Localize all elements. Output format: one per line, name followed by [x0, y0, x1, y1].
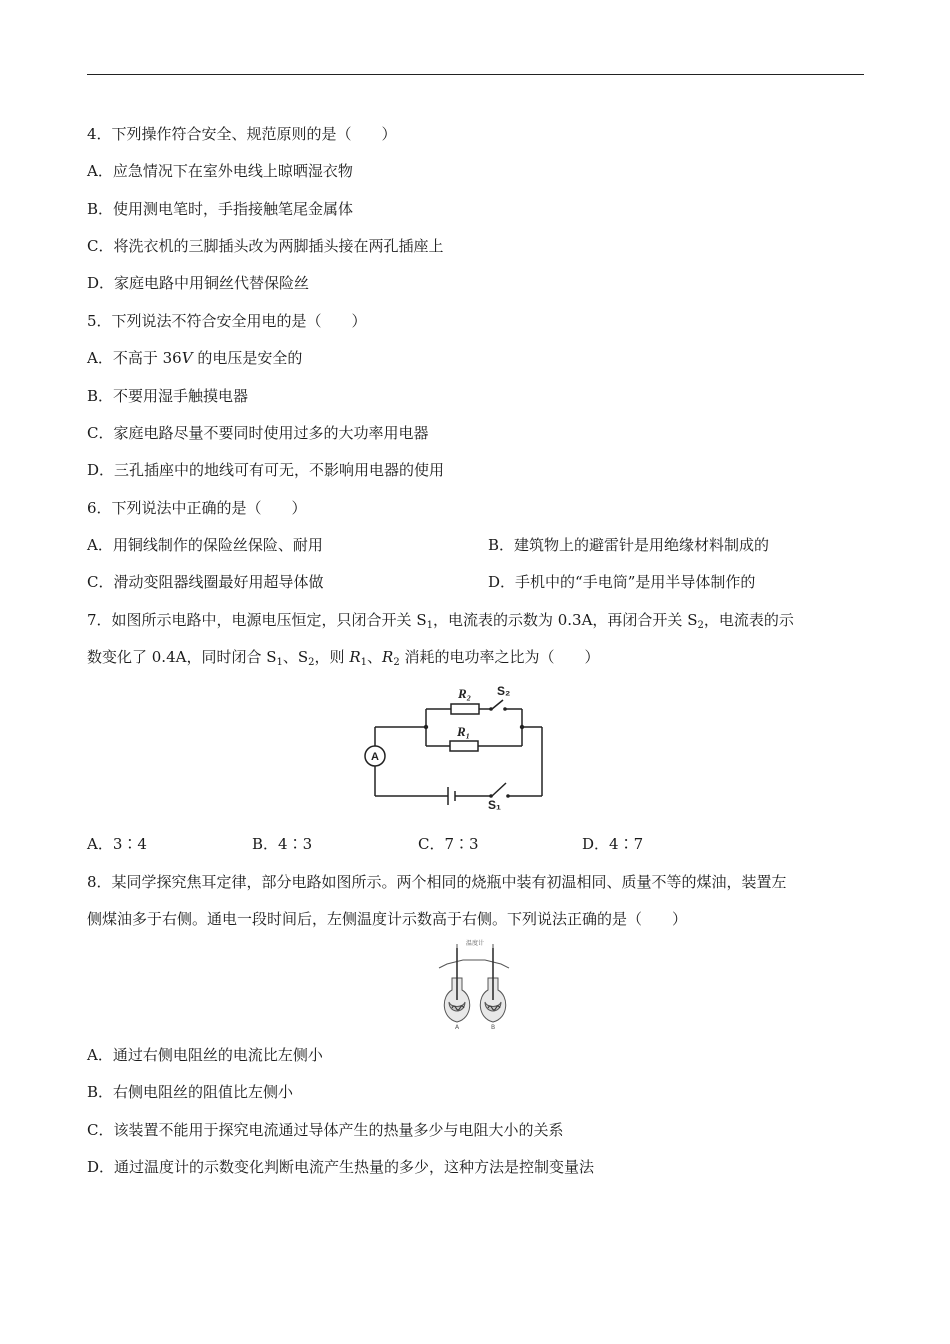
q6-option-c: C．滑动变阻器线圈最好用超导体做 — [87, 573, 324, 591]
q4-option-a: A．应急情况下在室外电线上晾晒湿衣物 — [87, 162, 353, 180]
q5-option-a: A．不高于 36V 的电压是安全的 — [87, 349, 303, 367]
q8-option-d: D．通过温度计的示数变化判断电流产生热量的多少，这种方法是控制变量法 — [87, 1158, 595, 1176]
circuit-diagram — [360, 682, 550, 810]
joule-apparatus-figure — [435, 938, 515, 1030]
q4-option-b: B．使用测电笔时，手指接触笔尾金属体 — [87, 200, 354, 218]
q6-option-a: A．用铜线制作的保险丝保险、耐用 — [87, 536, 323, 554]
q7-option-d: D．4∶7 — [582, 835, 644, 853]
q8-option-b: B．右侧电阻丝的阻值比左侧小 — [87, 1083, 294, 1101]
q5-stem: 5．下列说法不符合安全用电的是（ ） — [87, 312, 367, 330]
q4-option-d: D．家庭电路中用铜丝代替保险丝 — [87, 274, 310, 292]
thermometer-label: 温度计 — [465, 940, 485, 947]
q7-stem-line1: 7．如图所示电路中，电源电压恒定，只闭合开关 $S_1$，电流表的示数为 0.3A，再闭合开关 $S_2$，电流表的示 — [87, 611, 794, 631]
r2-label: R₂ — [458, 686, 472, 701]
flask-a-label: A — [454, 1024, 460, 1030]
q8-stem-line2: 侧煤油多于右侧。通电一段时间后，左侧温度计示数高于右侧。下列说法正确的是（ ） — [87, 910, 688, 928]
q5-option-b: B．不要用湿手触摸电器 — [87, 387, 249, 405]
q7-stem-line2: 数变化了 0.4A，同时闭合 $S_1$、$S_2$，则 $R_1$、$R_2$ 消耗的电功率之比为（ ） — [87, 648, 600, 668]
q4-stem: 4．下列操作符合安全、规范原则的是（ ） — [87, 125, 397, 143]
s1-label: S₁ — [488, 798, 501, 810]
flask-b-label: B — [490, 1024, 496, 1030]
q4-option-c: C．将洗衣机的三脚插头改为两脚插头接在两孔插座上 — [87, 237, 444, 255]
q6-option-b: B．建筑物上的避雷针是用绝缘材料制成的 — [488, 536, 770, 554]
ammeter-label: A — [371, 751, 379, 763]
s2-label: S₂ — [497, 684, 511, 698]
q8-option-a: A．通过右侧电阻丝的电流比左侧小 — [87, 1046, 323, 1064]
r1-label: R₁ — [457, 724, 471, 739]
q6-option-d: D．手机中的“手电筒”是用半导体制作的 — [488, 573, 756, 591]
q7-option-a: A．3∶4 — [87, 835, 147, 853]
q5-option-d: D．三孔插座中的地线可有可无，不影响用电器的使用 — [87, 461, 445, 479]
q8-stem-line1: 8．某同学探究焦耳定律，部分电路如图所示。两个相同的烧瓶中装有初温相同、质量不等的煤油，装置左 — [87, 873, 787, 891]
q7-option-b: B．4∶3 — [252, 835, 313, 853]
q8-option-c: C．该装置不能用于探究电流通过导体产生的热量多少与电阻大小的关系 — [87, 1121, 564, 1139]
q6-stem: 6．下列说法中正确的是（ ） — [87, 499, 307, 517]
q7-option-c: C．7∶3 — [418, 835, 479, 853]
q5-option-c: C．家庭电路尽量不要同时使用过多的大功率用电器 — [87, 424, 429, 442]
header-rule — [87, 74, 864, 75]
